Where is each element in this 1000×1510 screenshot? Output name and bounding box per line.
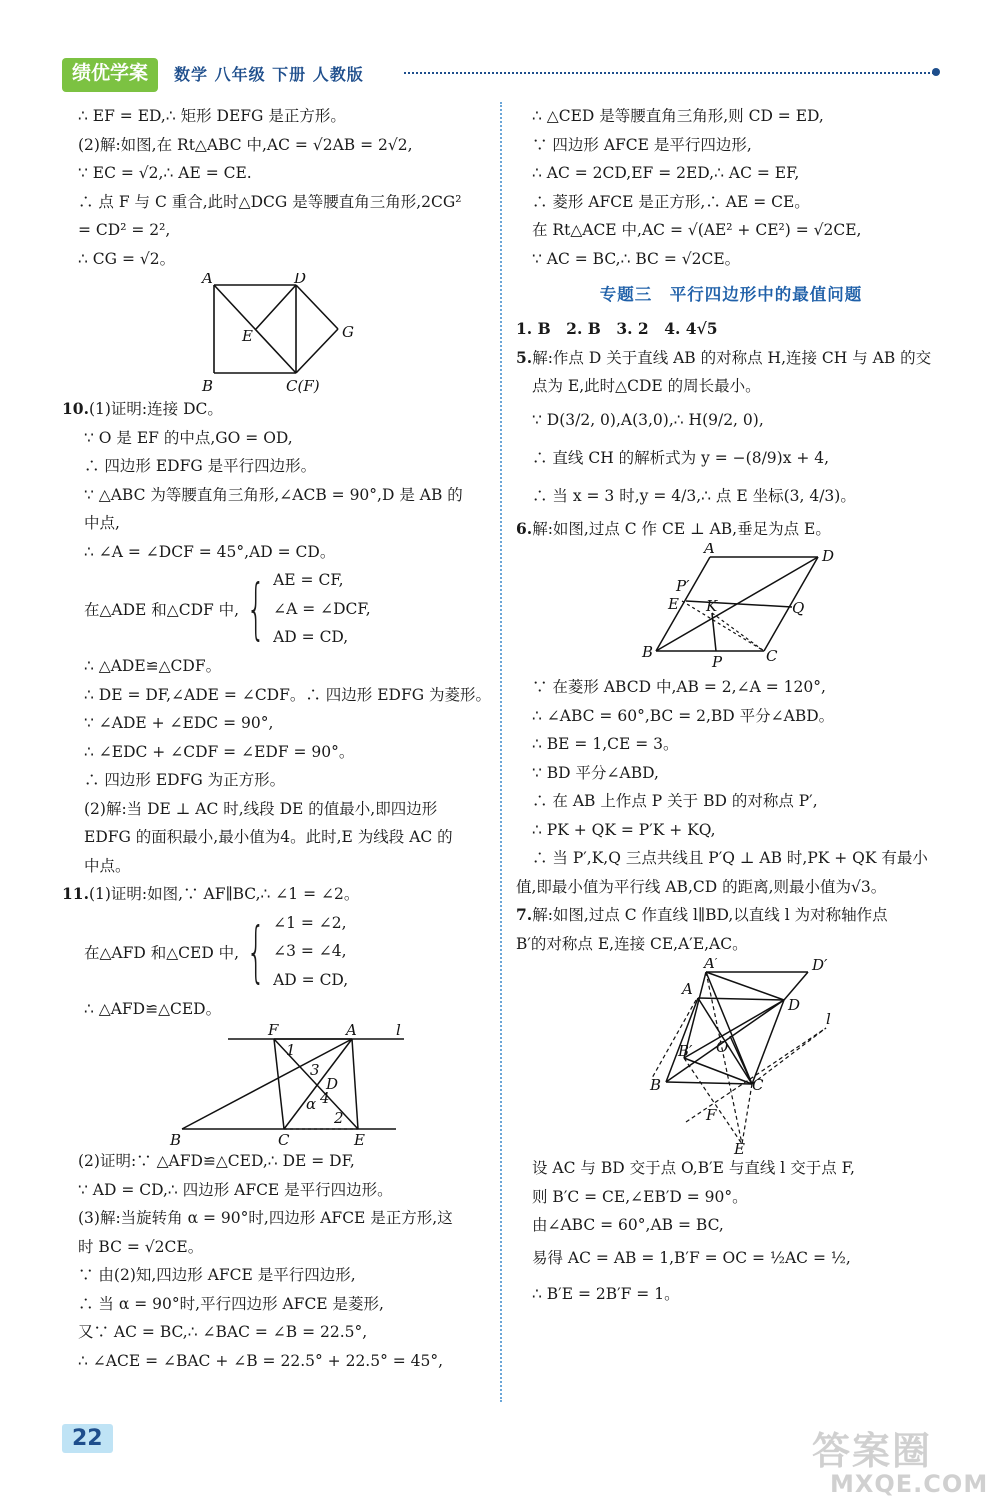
brace-icon: { — [246, 912, 266, 990]
fig1-label-e: E — [242, 327, 253, 345]
text-line: ∵ D(3/2, 0),A(3,0),∴ H(9/2, 0), — [532, 410, 764, 429]
fig3-label-c: C — [766, 647, 778, 665]
column-divider — [500, 102, 502, 1402]
book-info: 数学 八年级 下册 人教版 — [174, 65, 364, 84]
fig1-label-a: A — [202, 273, 213, 287]
text-line: ∴ 四边形 EDFG 是平行四边形。 — [84, 457, 317, 475]
text-line: ∵ AC = BC,∴ BC = √2CE。 — [532, 249, 741, 268]
text-line: ∴ ∠ACE = ∠BAC + ∠B = 22.5° + 22.5° = 45°, — [78, 1351, 444, 1370]
system-row: ∠1 = ∠2, — [273, 913, 347, 932]
text-line: ∴ B′E = 2B′F = 1。 — [532, 1284, 680, 1303]
text-line: ∴ CG = √2。 — [78, 249, 176, 268]
text-line: = CD² = 2², — [78, 221, 171, 239]
text-line: (1)证明:连接 DC。 — [88, 400, 223, 418]
header-dotted-line — [404, 72, 934, 74]
question-number: 10. — [62, 399, 89, 418]
figure-square-acdg — [62, 273, 490, 395]
watermark-url: MXQE.COM — [830, 1470, 989, 1498]
fig3-label-p1: P′ — [676, 577, 690, 595]
text-line: ∴ BE = 1,CE = 3。 — [532, 735, 679, 753]
equation-system — [62, 909, 490, 995]
text-line: ∴ 四边形 EDFG 为正方形。 — [84, 771, 286, 789]
figure-4-svg — [516, 958, 946, 1154]
fig2-label-a: A — [346, 1023, 357, 1039]
fig4-label-e: E — [734, 1140, 745, 1154]
right-column — [516, 102, 946, 1312]
fig2-label-3: 3 — [310, 1061, 320, 1079]
page-header — [0, 0, 1000, 90]
fig3-label-k: K — [706, 597, 718, 615]
text-line: ∴ DE = DF,∠ADE = ∠CDF。∴ 四边形 EDFG 为菱形。 — [84, 685, 492, 704]
text-line: ∴ 当 α = 90°时,平行四边形 AFCE 是菱形, — [78, 1294, 384, 1313]
system-intro: 在△ADE 和△CDF 中, — [84, 601, 240, 619]
fig2-label-e: E — [354, 1131, 365, 1147]
text-line: ∴ 点 F 与 C 重合,此时△DCG 是等腰直角三角形,2CG² — [78, 192, 462, 211]
text-line: (2)解:如图,在 Rt△ABC 中,AC = √2AB = 2√2, — [78, 135, 413, 154]
text-line: ∴ EF = ED,∴ 矩形 DEFG 是正方形。 — [78, 107, 346, 125]
text-line: EDFG 的面积最小,最小值为4。此时,E 为线段 AC 的 — [84, 828, 453, 846]
figure-rotation — [62, 1023, 490, 1147]
text-line: ∴ ∠ABC = 60°,BC = 2,BD 平分∠ABD。 — [532, 706, 835, 725]
fig2-label-alpha: α — [306, 1095, 317, 1113]
question-number: 7. — [516, 905, 533, 924]
text-line: 时 BC = √2CE。 — [78, 1237, 204, 1256]
brand-label: 绩优学案 — [62, 58, 158, 92]
text-line: ∵ AD = CD,∴ 四边形 AFCE 是平行四边形。 — [78, 1180, 393, 1199]
fig2-label-d: D — [326, 1075, 339, 1093]
text-line: ∴ AC = 2CD,EF = 2ED,∴ AC = EF, — [532, 164, 800, 182]
figure-rhombus — [516, 543, 946, 673]
text-line: ∵ △ABC 为等腰直角三角形,∠ACB = 90°,D 是 AB 的 — [84, 485, 463, 504]
text-line: ∵ BD 平分∠ABD, — [532, 763, 659, 782]
fig4-label-f: F — [706, 1106, 717, 1124]
text-line: ∴ 菱形 AFCE 是正方形,∴ AE = CE。 — [532, 192, 810, 211]
fig2-label-4: 4 — [320, 1089, 330, 1107]
fig4-label-a1: A′ — [704, 958, 719, 972]
brace-icon: { — [246, 570, 266, 647]
text-line: 值,即最小值为平行线 AB,CD 的距离,则最小值为√3。 — [516, 877, 887, 896]
system-row: ∠A = ∠DCF, — [273, 599, 371, 618]
text-line: 又∵ AC = BC,∴ ∠BAC = ∠B = 22.5°, — [78, 1323, 368, 1341]
question-number: 6. — [516, 518, 533, 538]
left-column — [62, 102, 490, 1375]
fig1-label-d: D — [294, 273, 307, 287]
text-line: ∴ △CED 是等腰直角三角形,则 CD = ED, — [532, 107, 824, 125]
page-number: 22 — [62, 1424, 113, 1453]
header-dot — [932, 68, 940, 76]
text-line: ∴ 在 AB 上作点 P 关于 BD 的对称点 P′, — [532, 792, 818, 810]
text-line: 点为 E,此时△CDE 的周长最小。 — [532, 377, 761, 395]
text-line: ∴ 直线 CH 的解析式为 y = −(8/9)x + 4, — [532, 448, 830, 467]
text-line: ∴ ∠A = ∠DCF = 45°,AD = CD。 — [84, 542, 336, 561]
text-line: 易得 AC = AB = 1,B′F = OC = ½AC = ½, — [532, 1248, 851, 1267]
figure-2-svg — [62, 1023, 490, 1147]
fig3-label-a: A — [704, 543, 715, 557]
system-row: AD = CD, — [273, 970, 349, 989]
text-line: 解:作点 D 关于直线 AB 的对称点 H,连接 CH 与 AB 的交 — [532, 348, 932, 367]
watermark-logo: 答案圈 — [812, 1429, 933, 1473]
fig4-label-b1: B′ — [678, 1042, 693, 1060]
text-line: ∴ 当 P′,K,Q 三点共线且 P′Q ⊥ AB 时,PK + QK 有最小 — [532, 849, 928, 867]
text-line: ∵ EC = √2,∴ AE = CE. — [78, 164, 252, 182]
text-line: 由∠ABC = 60°,AB = BC, — [532, 1216, 724, 1234]
section-title: 专题三 平行四边形中的最值问题 — [599, 285, 863, 304]
text-line: ∵ ∠ADE + ∠EDC = 90°, — [84, 714, 274, 732]
fig2-label-c: C — [278, 1131, 290, 1147]
fig4-label-l: l — [826, 1010, 831, 1028]
text-line: 中点。 — [84, 856, 131, 875]
text-line: ∵ 四边形 AFCE 是平行四边形, — [532, 135, 752, 154]
fig1-label-cf: C(F) — [286, 377, 320, 395]
text-line: 在 Rt△ACE 中,AC = √(AE² + CE²) = √2CE, — [532, 221, 862, 239]
figure-1-svg — [62, 273, 490, 395]
text-line: ∴ ∠EDC + ∠CDF = ∠EDF = 90°。 — [84, 742, 355, 761]
fig3-label-e: E — [668, 595, 679, 613]
text-line: B′的对称点 E,连接 CE,A′E,AC。 — [516, 934, 748, 953]
fig4-label-d: D — [788, 996, 801, 1014]
system-intro: 在△AFD 和△CED 中, — [84, 943, 240, 962]
text-line: ∴ △ADE≌△CDF。 — [84, 657, 222, 675]
fig4-label-o: O — [716, 1038, 729, 1056]
fig3-label-p: P — [712, 653, 723, 671]
text-line: ∴ 当 x = 3 时,y = 4/3,∴ 点 E 坐标(3, 4/3)。 — [532, 486, 856, 505]
text-line: ∵ 由(2)知,四边形 AFCE 是平行四边形, — [78, 1266, 356, 1284]
text-line: 解:如图,过点 C 作直线 l∥BD,以直线 l 为对称轴作点 — [532, 906, 888, 924]
text-line: 则 B′C = CE,∠EB′D = 90°。 — [532, 1187, 748, 1206]
question-number: 5. — [516, 347, 533, 367]
fig1-label-b: B — [202, 377, 214, 395]
text-line: ∵ O 是 EF 的中点,GO = OD, — [84, 428, 293, 447]
system-row: AD = CD, — [273, 628, 349, 647]
figure-reflection — [516, 958, 946, 1154]
system-row: ∠3 = ∠4, — [273, 942, 347, 961]
text-line: (2)证明:∵ △AFD≌△CED,∴ DE = DF, — [78, 1152, 355, 1170]
equation-system — [62, 566, 490, 652]
figure-3-svg — [516, 543, 946, 673]
text-line: ∴ △AFD≌△CED。 — [84, 999, 222, 1018]
fig2-label-f: F — [268, 1023, 279, 1039]
fig2-label-l: l — [396, 1023, 401, 1039]
fig4-label-c: C — [752, 1076, 764, 1094]
text-line: (1)证明:如图,∵ AF∥BC,∴ ∠1 = ∠2。 — [88, 885, 360, 903]
fig4-label-a: A — [682, 980, 693, 998]
question-number: 11. — [62, 884, 89, 903]
text-line: 中点, — [84, 514, 120, 532]
text-line: (3)解:当旋转角 α = 90°时,四边形 AFCE 是正方形,这 — [78, 1209, 453, 1227]
text-line: 设 AC 与 BD 交于点 O,B′E 与直线 l 交于点 F, — [532, 1159, 855, 1177]
fig3-label-d: D — [822, 547, 835, 565]
text-line: ∵ 在菱形 ABCD 中,AB = 2,∠A = 120°, — [532, 678, 826, 696]
fig2-label-b: B — [170, 1131, 182, 1147]
text-line: ∴ PK + QK = P′K + KQ, — [532, 820, 716, 839]
fig2-label-2: 2 — [334, 1109, 344, 1127]
text-line: 解:如图,过点 C 作 CE ⊥ AB,垂足为点 E。 — [532, 519, 831, 538]
fig3-label-b: B — [642, 643, 654, 661]
fig1-label-g: G — [342, 323, 354, 341]
system-row: AE = CF, — [273, 571, 344, 590]
fig3-label-q: Q — [792, 599, 805, 617]
text-line: (2)解:当 DE ⊥ AC 时,线段 DE 的值最小,即四边形 — [84, 799, 438, 818]
fig2-label-1: 1 — [286, 1041, 296, 1059]
fig4-label-d1: D′ — [812, 958, 828, 974]
fig4-label-b: B — [650, 1076, 662, 1094]
answer-line: 1. B 2. B 3. 2 4. 4√5 — [516, 319, 718, 338]
